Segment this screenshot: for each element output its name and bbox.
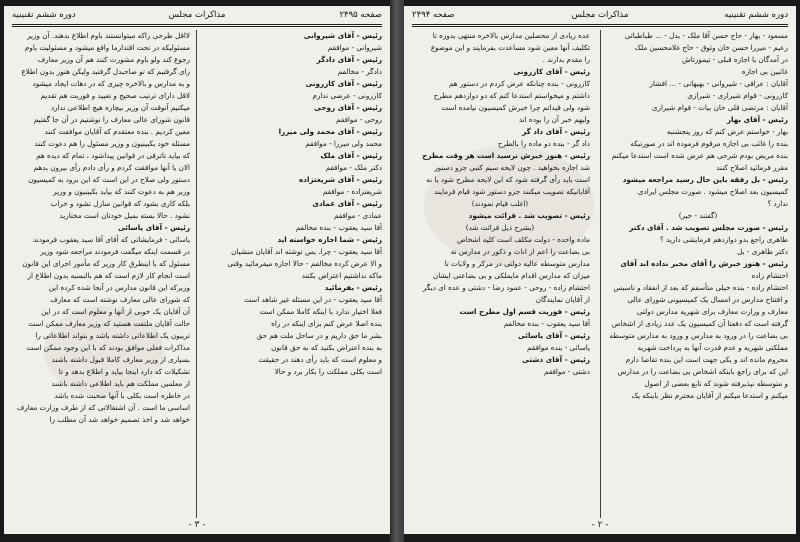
text-line: بشر ما حق داریم و در ساحل ملت هم حق xyxy=(256,331,382,340)
text-line: لااقل طرحی راکه میتوانستند باوم اطلاع بدهند. آن وزیر xyxy=(27,31,190,40)
text-line: که بیاید تاترقی در قوانین پیداشود ، تمام که دیده هم xyxy=(36,151,190,160)
text-line: است باید رأی گرفته شود که این لایحه مطرح شود یا نه xyxy=(426,175,590,184)
text-line: مدارس متوسطه عالیه دولتی در مرکز و ولایات تا xyxy=(444,259,590,268)
text-line: که شورای عالی معارف نوشته است که معارف xyxy=(50,295,190,304)
text-line: این که برای راجع بابتکه اشخاص بی بضاعت را در مدارس xyxy=(617,367,788,376)
text-line: خواهد شد و اخذ تصمیم خواهد شد آن مطلب را xyxy=(49,415,190,424)
text-line: نشود . حالا بسته بمیل خودتان است مختارید xyxy=(59,211,190,220)
text-line: از معلمین مملکت هم باید اطلاعی داشته باشند xyxy=(51,379,190,388)
text-line: مذاکرات فعلی موافق بودند که با این وجود ممکن است xyxy=(26,343,190,352)
text-line: عمادی - موافقم xyxy=(333,211,382,220)
text-line: ماده واحده - دولت مکلف است کلیه اشخاص xyxy=(456,235,590,244)
text-line: رئیس - شما اجازه خواسته اید xyxy=(277,235,382,244)
text-line: دکتر طاهری - بل xyxy=(737,247,788,256)
text-line: مسعود - بهار - حاج حسن آقا ملک - بدل - ... طباطبائی xyxy=(624,31,788,40)
text-line: آقا سید یعقوب - در این مسئله غیر شاهد است xyxy=(244,295,382,304)
text-line: تشکیلات که دارد اینجا بیاید و اطلاع بدهد و تا xyxy=(58,367,190,376)
text-line: دکتر ملک - موافقم xyxy=(325,163,382,172)
text-line: حالت آقایان ملتفت هستید که وزیر معارف ممکن است xyxy=(28,319,190,328)
left-header-page-number: صفحه ۲۴۹۵ xyxy=(339,10,382,20)
text-line: روحی - موافقم xyxy=(336,115,382,124)
text-line: آقایانیکه تصویب میکنند جزو دستور شود قیام فرمایند xyxy=(434,187,590,196)
text-line: الان یا آنها موافقت کردم و رأی دادم رأی بیرون بدهم xyxy=(33,163,190,172)
right-page-column-divider xyxy=(600,30,601,518)
right-header-session: دوره ششم تقنینیه xyxy=(724,10,788,20)
text-line: و متوسطه نپذیرفته شوند که تابع بعضی از اصول xyxy=(644,379,788,388)
text-line: به بنده اعتراض بکنید که به حق قانون xyxy=(271,343,382,352)
text-line: لاقل دارای ترتیب صحیح و تعیید و فوریت هم تقدیم xyxy=(40,91,190,100)
text-line: رئیس - آقای یاسائی xyxy=(517,331,590,340)
text-line: یاسائی - فرمایشاتی که آقای آقا سید یعقوب فرمودند xyxy=(33,235,190,244)
right-header-rule xyxy=(412,24,788,25)
text-line: رئیس - آقای کازرونی xyxy=(513,67,590,76)
right-page-footer: - ۲ - xyxy=(591,520,609,530)
text-line: در خاطره است بکلی با آنها صحبت شده باشد xyxy=(54,391,190,400)
right-header-rule-double xyxy=(412,26,788,27)
text-line: رئیس - هنوز خبرش را آقای مخبر نداده اند آقای xyxy=(620,259,788,268)
text-line: مقرر فرمائید اصلاح کنند xyxy=(716,163,788,172)
text-line: مسئولیکه در تحت اقتدارما واقع میشود و مسئولیت باوم xyxy=(24,43,190,52)
text-line: تکلیف آنها معین شود مساعدت بفرمایند و این موضوع xyxy=(430,43,590,52)
text-line: از آقایان نمایندگان xyxy=(535,295,590,304)
text-line: آقا سید یعقوب - چرا. بس توشته اند آقایان منشیان xyxy=(231,247,382,256)
text-line: میکنیم آنوقت آن وزیر بیچاره هیچ اطلاعی ندارد xyxy=(50,103,190,112)
text-line: رئیس - هنوز خبرش نرسید است هر وقت مطرح xyxy=(422,151,590,160)
text-line: رئیس - آقای داد گر xyxy=(522,127,590,136)
text-line: است بکلی مملکت را بکار برد و حالا xyxy=(274,367,382,376)
text-line: بهار - خواستم عرض کنم که روز پنجشنبه xyxy=(666,127,788,136)
text-line: رای گرفتیم که تو صاحبدل گرفتید ولیکن هنوز بدون اطلاع xyxy=(21,67,190,76)
left-page xyxy=(4,6,390,534)
left-page-footer: - ۳ - xyxy=(188,520,206,530)
text-line: رئیس - آقای شریعتزاده xyxy=(299,175,382,184)
text-line: و افتتاح مدارس در امسال یک کمیسیونی شورای عالی xyxy=(627,295,788,304)
text-line: کمیسیون بعد اصلاح میشود . صورت مجلس ایرادی xyxy=(637,187,788,196)
text-line: احتشام زاده xyxy=(751,271,788,280)
text-line: اساسی ما است . آن اشتغالاتی که از طرف وزارت معارف xyxy=(16,403,190,412)
text-line: را مقدم بدارند . xyxy=(542,55,590,64)
text-line: آقا سید یعقوب - بنده مخالفم xyxy=(503,319,590,328)
text-line: رجوع کند ولو باوم مشورت کنند هم آن وزیر معارف xyxy=(37,55,190,64)
left-header-title: مذاکرات مجلس xyxy=(168,10,226,20)
left-page-right-column xyxy=(202,30,382,378)
right-page-header xyxy=(412,10,788,24)
text-line: فعلا اختیار ندارد با اینکه کاملا ممکن است xyxy=(259,307,382,316)
text-line: تریبون یک اطلاعاتی داشته باشد و بتواند اطلاعاتی را xyxy=(35,331,190,340)
text-line: رئیس - تصویب شد . قرائت میشود xyxy=(468,211,590,220)
text-line: وزیر هم به دعوت کنند که بیاید بکبینیون و وزیر xyxy=(53,187,190,196)
text-line: رئیس - صورت مجلس تصویب شد . آقای دکتر xyxy=(629,223,788,232)
text-line: آقا سید یعقوب - بنده مخالفم xyxy=(295,223,382,232)
text-line: یاسائی - بنده موافقم xyxy=(527,343,590,352)
text-line: دستور ولی صلاح در این است که این برود به کمیسیون xyxy=(28,175,190,184)
text-line: رئیس - فوریت قسم اول مطرح است xyxy=(459,307,590,316)
text-line: شد اجازه بخواهید . چون لایحه سیم کتبی جزو دستور xyxy=(434,163,590,172)
text-line: میکنم و استدعا میکنم از آقایان محترم نظر باینکه یک xyxy=(631,391,788,400)
text-line: گرفته است که دفعتا آن کمیسیون یک عدد زیادی از اشخاص xyxy=(611,319,788,328)
text-line: شود ولی قیداتم چرا خبرش کمیسیون نیامده است xyxy=(441,103,590,112)
text-line: کازرونی - بنده چنانکه عرض کردم در دستور هم xyxy=(448,79,590,88)
right-page-left-column xyxy=(410,30,590,378)
text-line: معین کردیم . بنده معتقدم که آقایان موافقت کنند xyxy=(44,127,190,136)
text-line: رئیس - آقای محمد ولی میرزا xyxy=(278,127,382,136)
left-header-session: دوره ششم تقنینیه xyxy=(12,10,76,20)
text-line: بسیاری از وزیر معارف کاملا قبول داشته باشند xyxy=(51,355,190,364)
text-line: کازرونی - عرضی ندارم xyxy=(312,91,382,100)
text-line: رئیس - بل رفقه باین حال رسید مراجعه میشود xyxy=(622,175,788,184)
text-line: در قسمت اینکه میگفت فرمودند مراجعه شود وزیر xyxy=(40,247,190,256)
text-line: زعیم - میرزا حسن خان وثوق - حاج غلامحسین ملک xyxy=(634,43,788,52)
text-line: در آمدگان با اجازه قبلی - تیمورتاش xyxy=(682,55,788,64)
text-line: شریعتزاده - موافقم xyxy=(322,187,382,196)
text-line: محروم مانده اند و یکی جهت است این بنده تقاضا دارم xyxy=(625,355,788,364)
text-line: رئیس - آقای دشتی xyxy=(522,355,590,364)
text-line: معارف و وزارت معارف برای شهریه مدارس دولتی xyxy=(636,307,788,316)
text-line: بنده اصلا عرض کنم برای اینکه در راه xyxy=(271,319,382,328)
text-line: رئیس - آقای عمادی xyxy=(312,199,382,208)
text-line: محمد ولی میرزا - موافقم xyxy=(305,139,382,148)
left-header-rule-double xyxy=(12,26,382,27)
text-line: آقایان : عراقی - شیروانی - بهبهانی - ... افشار xyxy=(649,79,788,88)
text-line: ولیهم خبر آن را بوده اند xyxy=(518,115,590,124)
right-page xyxy=(404,6,796,534)
text-line: رئیس - آقای دادگر xyxy=(316,55,382,64)
text-line: رئیس - آقای روحی xyxy=(314,103,382,112)
text-line: کازرونی - قوام شیرازی - شیرازی xyxy=(687,91,788,100)
text-line: بنده مریض بودم شرحی هم عرض شده است استدعا میکنم xyxy=(611,151,788,160)
book-gutter xyxy=(390,0,404,542)
text-line: و معلوم است که باید رأی دهند در حقیقت xyxy=(258,355,382,364)
text-line: داشتم و میخواستم استدعا کنم که دو دوازدهم مطرح xyxy=(433,91,590,100)
left-page-header xyxy=(12,10,382,24)
text-line: رئیس - آقای کازرونی xyxy=(305,79,382,88)
text-line: (اغلب قیام نمودند) xyxy=(471,199,529,208)
text-line: احتشام زاده - بنده خیلی متأسفم که بعد از انعقاد و تاسیس xyxy=(613,283,788,292)
text-line: ماکه نداشتیم اعتراض بکنند xyxy=(301,271,382,280)
text-line: دادگر - مخالفم xyxy=(337,67,382,76)
text-line: میزان که مدارس اقدام مایملکی و بی بضاعتی ایشان xyxy=(432,271,590,280)
text-line: دشتی - موافقم xyxy=(544,367,590,376)
text-line: آن آقایان یک خوبی از آنها و معلوم است که در این xyxy=(41,307,190,316)
right-page-right-column xyxy=(608,30,788,402)
text-line: بی بضاعت را در ورود به مدارس و ورود به مدارس متوسطه xyxy=(609,331,788,340)
text-line: رئیس - آقای بهار xyxy=(726,115,788,124)
text-line: است انجام کار لازم است که هم بالنسبه بدون اطلاع از xyxy=(27,271,190,280)
left-header-rule xyxy=(12,24,382,25)
text-line: رئیس - بفرمائید xyxy=(324,283,382,292)
text-line: رئیس - آقای شیروانی xyxy=(303,31,382,40)
text-line: آقایان : مرتضی قلی خان بیات - قوام شیرازی xyxy=(651,103,788,112)
text-line: احتشام زاده - روحی - عمود رضا - دشتی و عده‌ ای دیگر xyxy=(422,283,590,292)
text-line: طاهری راجع بدو دوازدهم فرمایشی دارید ؟ xyxy=(660,235,788,244)
text-line: شیروانی - موافقم xyxy=(327,43,382,52)
text-line: مسئله خود بکبینیون و وزیر مسئول را هم دعوت کنند xyxy=(34,139,190,148)
text-line: رئیس - آقای یاسائی xyxy=(117,223,190,232)
text-line: عده زیادی از محصلین مدارس بالاخره منتهی بدوره تا xyxy=(432,31,590,40)
text-line: رئیس - آقای ملک xyxy=(320,151,382,160)
text-line: مسئول که با اینطرق کار وزیر که مأمور اجرای این قانون xyxy=(22,259,190,268)
text-line: بی بضاعت را اعم از اناث و ذکور در مدارس نه xyxy=(450,247,590,256)
left-page-left-column xyxy=(10,30,190,426)
text-line: داد گر - بنده دو ماده را بالطرح xyxy=(497,139,590,148)
text-line: مملکتی شهریه و عدم قدرت آنها به پرداخت شهریه xyxy=(637,343,788,352)
text-line: غائبین بی اجازه xyxy=(741,67,788,76)
text-line: وزیرکه این قانون مدارس در آنجا شده کرده این xyxy=(48,283,190,292)
text-line: قانون شورای عالی معارف را نوشتیم در آن جا گفتیم xyxy=(33,115,190,124)
right-header-title: مذاکرات مجلس xyxy=(571,10,629,20)
text-line: ندارد ؟ xyxy=(767,199,788,208)
left-page-column-divider xyxy=(196,30,197,518)
text-line: بنده را غائب بی اجازه مرقوم فرموده اند در صورتیکه xyxy=(630,139,788,148)
text-line: بلکه کاری بشود که قوانین منازل نشود و خراب xyxy=(50,199,190,208)
text-line: و به مدارس و بالاخره چیزی که در دهات ایجاد میشود xyxy=(32,79,190,88)
text-line: (بشرح ذیل قرائت شد) xyxy=(465,223,535,232)
right-header-page-number: صفحه ۲۴۹۴ xyxy=(412,10,455,20)
text-line: (گفتند - خیر) xyxy=(678,211,718,220)
text-line: و الا عرض کرده مخالفم - حالا اجازه میفرمائید وقتی xyxy=(227,259,382,268)
